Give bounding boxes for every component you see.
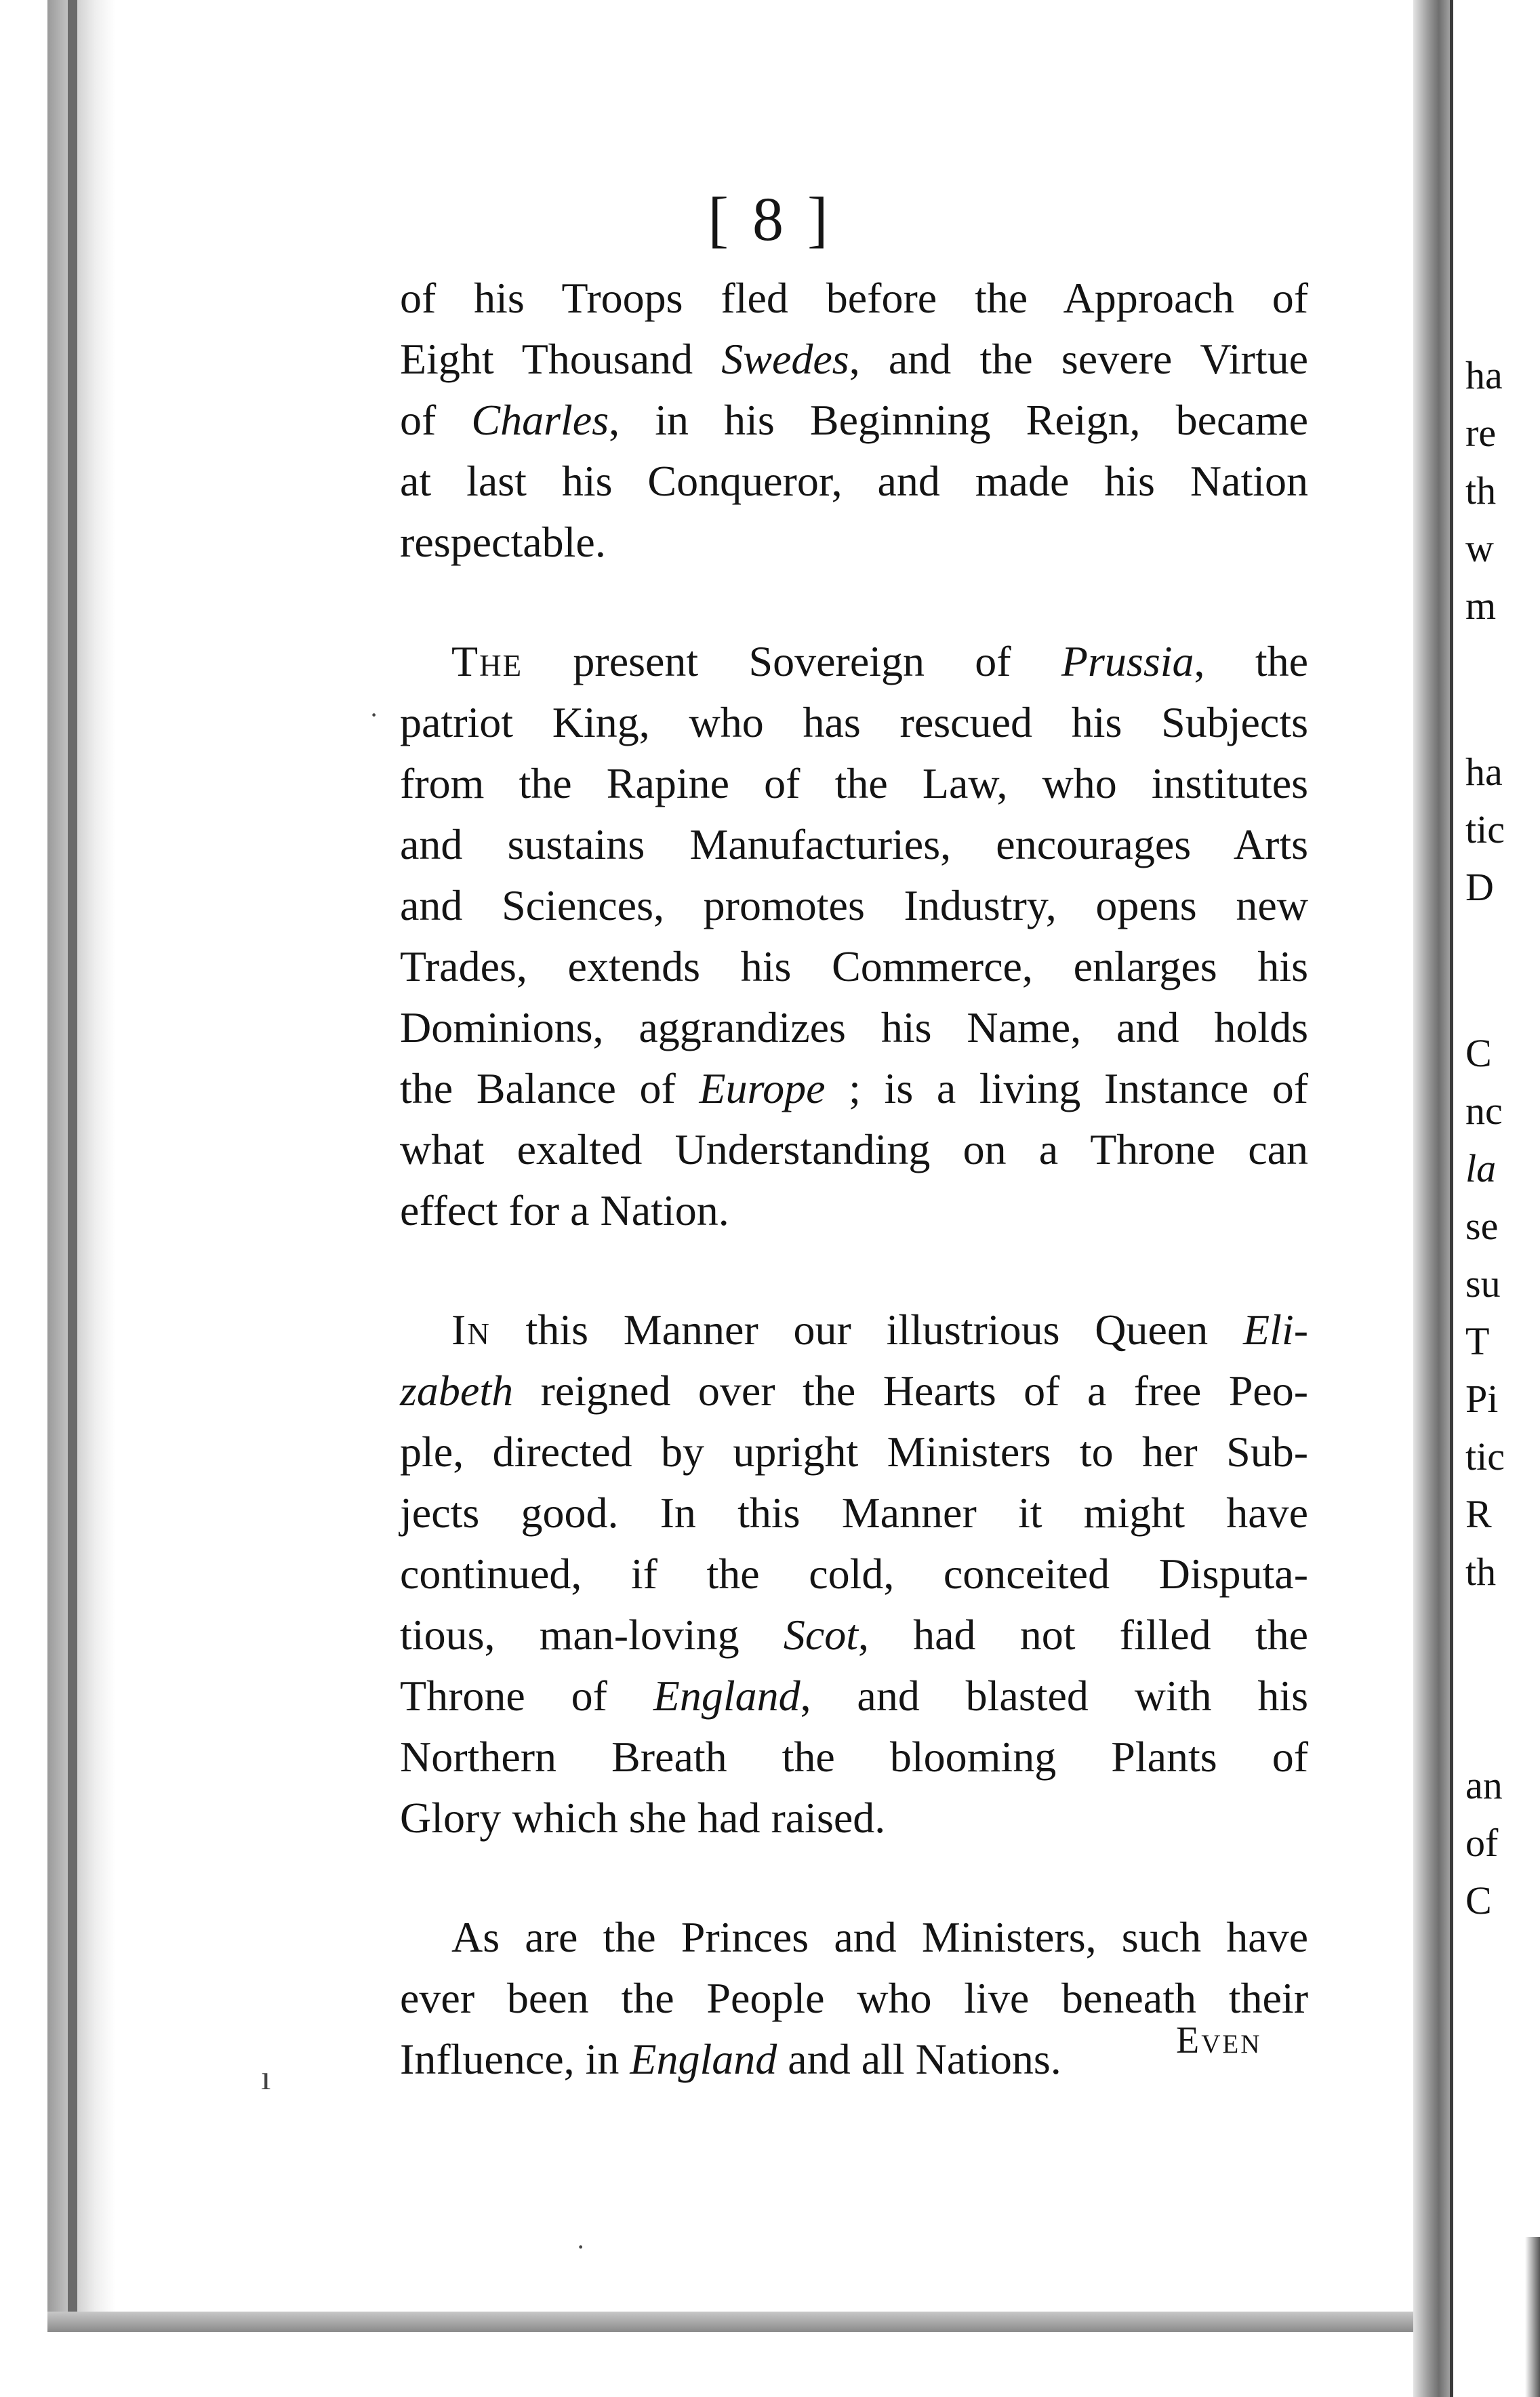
right-page-fragment: T	[1465, 1319, 1490, 1363]
text-run: of	[400, 396, 472, 444]
right-page-fragment: se	[1465, 1204, 1499, 1248]
page-number: [ 8 ]	[708, 184, 832, 254]
text-line	[400, 1119, 1308, 1180]
text-run: Influence, in	[400, 2035, 630, 2083]
right-page-fragment: m	[1465, 584, 1497, 628]
text-run: Throne of	[400, 1672, 653, 1720]
text-run: As are the Princes and Ministers, such have	[451, 1913, 1308, 1961]
text-run: ever been the People who live beneath their	[400, 1974, 1308, 2022]
right-page-fragment: of	[1465, 1821, 1499, 1865]
text-run: Glory which she had raised.	[400, 1794, 886, 1842]
body-text	[400, 268, 1308, 2148]
left-binding-gutter	[47, 0, 115, 2325]
text-line	[400, 512, 1308, 573]
right-page-fragment: su	[1465, 1262, 1501, 1306]
italic-run: Europe	[699, 1064, 826, 1112]
text-run: effect for a Nation.	[400, 1186, 729, 1234]
text-line	[400, 753, 1308, 814]
right-page-fragment: nc	[1465, 1089, 1503, 1133]
italic-run: Eli-	[1243, 1306, 1308, 1354]
paragraph	[400, 1300, 1308, 1849]
text-line	[400, 1180, 1308, 1241]
text-run: , in his Beginning Reign, became	[609, 396, 1309, 444]
text-line	[400, 2029, 1308, 2090]
italic-run: England	[630, 2035, 777, 2083]
right-page-fragment: C	[1465, 1878, 1492, 1922]
text-line	[400, 814, 1308, 875]
text-run: the Balance of	[400, 1064, 700, 1112]
right-page-fragment: tic	[1465, 1434, 1505, 1478]
italic-run: zabeth	[400, 1367, 514, 1415]
text-run: of his Troops fled before the Approach of	[400, 274, 1308, 322]
text-line	[400, 1727, 1308, 1788]
right-page-fragment: D	[1465, 865, 1494, 909]
stray-ink-dot: ·	[576, 2232, 586, 2262]
text-line	[400, 936, 1308, 997]
right-page-cropped	[1453, 0, 1540, 2397]
right-page-fragment: C	[1465, 1031, 1492, 1075]
text-line	[400, 1422, 1308, 1483]
text-run: continued, if the cold, conceited Disputa-	[400, 1550, 1308, 1598]
paragraph	[400, 268, 1308, 573]
right-page-fragment: tic	[1465, 807, 1505, 851]
text-run: and all Nations.	[777, 2035, 1061, 2083]
text-run: and sustains Manufacturies, encourages Arts	[400, 820, 1308, 868]
stray-ink-dot: ·	[369, 700, 379, 730]
right-page-fragment: an	[1465, 1763, 1503, 1807]
text-run: reigned over the Hearts of a free Peo-	[513, 1367, 1308, 1415]
right-page-fragment: ha	[1465, 750, 1503, 794]
right-page-fragment: th	[1465, 1550, 1497, 1594]
text-run: what exalted Understanding on a Throne can	[400, 1125, 1308, 1173]
right-page-corner-shadow	[1525, 2237, 1540, 2397]
right-page-fragment: R	[1465, 1492, 1492, 1536]
italic-run: Prussia	[1061, 637, 1194, 685]
right-page-fragment: th	[1465, 468, 1497, 512]
text-run: ; is a living Instance of	[825, 1064, 1308, 1112]
text-run: jects good. In this Manner it might have	[400, 1489, 1308, 1537]
text-run: , and blasted with his	[800, 1672, 1309, 1720]
text-run: this Manner our illustrious Queen	[490, 1306, 1244, 1354]
text-line	[400, 1666, 1308, 1727]
text-run: , the	[1194, 637, 1309, 685]
right-page-fragment: w	[1465, 526, 1494, 570]
page-bottom-edge	[47, 2312, 1423, 2332]
right-page-fragment: Pi	[1465, 1377, 1499, 1421]
italic-run: Swedes	[721, 335, 849, 383]
text-run: Eight Thousand	[400, 335, 722, 383]
text-run: Northern Breath the blooming Plants of	[400, 1733, 1308, 1781]
text-line	[400, 1968, 1308, 2029]
text-run: patriot King, who has rescued his Subjects	[400, 698, 1308, 746]
text-run: ple, directed by upright Ministers to her Sub-	[400, 1428, 1308, 1476]
left-page-edge	[68, 0, 77, 2332]
right-page-fragment: ha	[1465, 353, 1503, 397]
right-page-fragment: la	[1465, 1146, 1497, 1190]
center-fold-shadow	[1413, 0, 1450, 2397]
text-run: Dominions, aggrandizes his Name, and holds	[400, 1003, 1308, 1051]
text-line	[400, 1907, 1308, 1968]
text-line	[400, 1058, 1308, 1119]
text-line	[400, 1788, 1308, 1849]
stray-ink-mark: ı	[261, 2059, 271, 2097]
text-line	[400, 1544, 1308, 1605]
text-line	[400, 451, 1308, 512]
text-line	[400, 329, 1308, 390]
text-line	[400, 268, 1308, 329]
text-run: tious, man-loving	[400, 1611, 784, 1659]
italic-run: Scot	[783, 1611, 858, 1659]
text-run: at last his Conqueror, and made his Nation	[400, 457, 1308, 505]
italic-run: England	[653, 1672, 801, 1720]
catchword: Even	[1176, 2019, 1262, 2061]
text-line	[400, 631, 1308, 692]
text-line	[400, 875, 1308, 936]
text-run: , and the severe Virtue	[849, 335, 1309, 383]
text-line	[400, 692, 1308, 753]
paragraph	[400, 1907, 1308, 2090]
text-line	[400, 1605, 1308, 1666]
text-run: respectable.	[400, 518, 606, 566]
text-line	[400, 1300, 1308, 1361]
text-line	[400, 390, 1308, 451]
text-run: and Sciences, promotes Industry, opens new	[400, 881, 1308, 929]
text-line	[400, 1361, 1308, 1422]
text-run: , had not filled the	[858, 1611, 1308, 1659]
text-run: from the Rapine of the Law, who institutes	[400, 759, 1308, 807]
text-line	[400, 997, 1308, 1058]
small-caps-run: In	[451, 1306, 491, 1354]
right-page-fragment: re	[1465, 411, 1497, 455]
text-line	[400, 1483, 1308, 1544]
small-caps-run: The	[451, 637, 523, 685]
paragraph	[400, 631, 1308, 1241]
italic-run: Charles	[471, 396, 609, 444]
text-run: present Sovereign of	[523, 637, 1061, 685]
text-run: Trades, extends his Commerce, enlarges his	[400, 942, 1308, 990]
